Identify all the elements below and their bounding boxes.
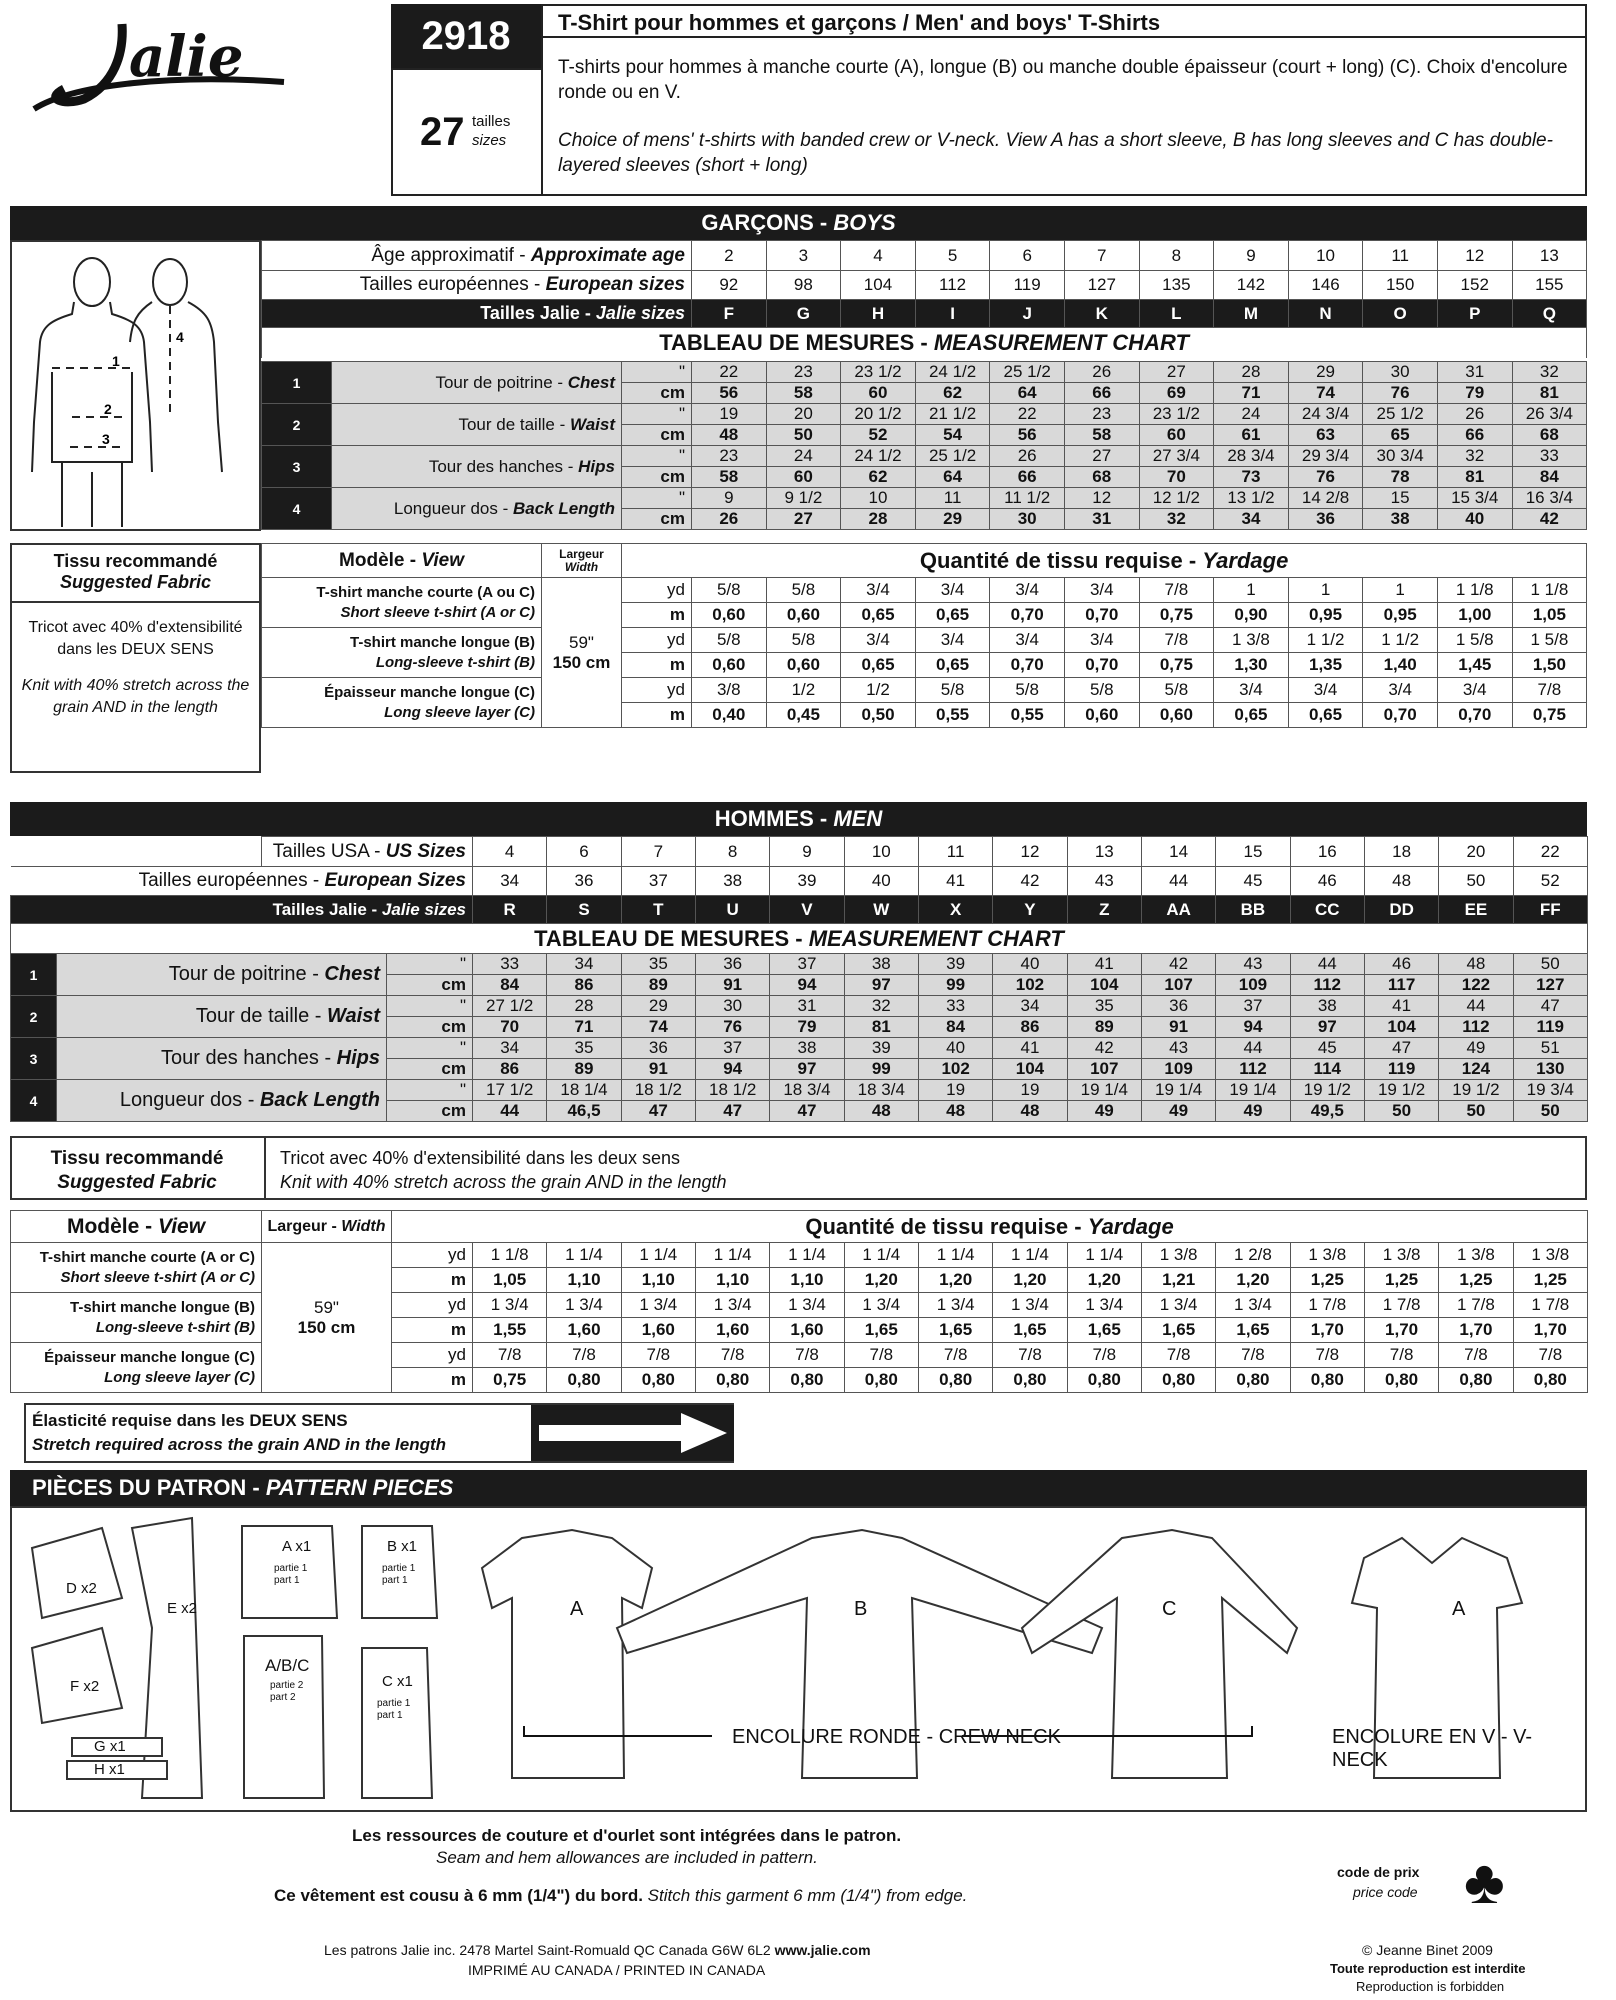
yardage-row: m 0,60 0,60 0,65 0,65 0,70 0,70 0,75 0,90 0,95 0,95 1,00 1,05 [262,603,1587,628]
boys-section-bar: GARÇONS - BOYS [10,206,1587,240]
piece-b-label: B x1 [387,1538,418,1555]
yardage-row: Épaisseur manche longue (C) Long sleeve layer (C) yd 3/8 1/2 1/2 5/8 5/8 5/8 5/8 3/4 3/4 3/4 3/4 7/8 [262,678,1587,703]
piece-abc-sublabel: partie 2 part 2 [270,1680,304,1703]
view-a-label: A [570,1598,584,1620]
measurement-row: cm 86 89 91 94 97 99 102 104 107 109 112 114 119 124 130 [11,1059,1588,1080]
piece-d-shape [32,1528,122,1618]
measurement-row: 2 Tour de taille - Waist " 19 20 20 1/2 21 1/2 22 23 23 1/2 24 24 3/4 25 1/2 26 26 3/4 [262,404,1587,425]
measurement-row: 4 Longueur dos - Back Length " 9 9 1/2 10 11 11 1/2 12 12 1/2 13 1/2 14 2/8 15 15 3/4 16 3/4 [262,488,1587,509]
view-c-label: C [1162,1598,1177,1620]
piece-d-label: D x2 [66,1580,97,1597]
yardage-row: Épaisseur manche longue (C) Long sleeve layer (C) yd 7/8 7/8 7/8 7/8 7/8 7/8 7/8 7/8 7/8 7/8 7/8 7/8 7/8 7/8 7/8 [11,1343,1588,1368]
piece-c-shape [362,1648,432,1798]
seam-note-fr: Les ressources de couture et d'ourlet sont intégrées dans le patron. [352,1826,902,1845]
yardage-row: m 0,40 0,45 0,50 0,55 0,55 0,60 0,60 0,65 0,65 0,70 0,70 0,75 [262,703,1587,728]
sizes-label-en: sizes [472,132,507,149]
svg-text:2: 2 [104,401,112,417]
pattern-pieces-box [10,1506,1587,1812]
yardage-row: T-shirt manche courte (A ou C) Short sleeve t-shirt (A or C) 59" 150 cm yd 5/8 5/8 3/4 3/4 3/4 3/4 7/8 1 1 1 1 1/8 1 1/8 [262,578,1587,603]
measurement-row: cm 44 46,5 47 47 47 48 48 48 49 49 49 49,5 50 50 50 [11,1101,1588,1122]
v-neck-label: ENCOLURE EN V - V-NECK [1332,1726,1533,1771]
boys-yardage-table: Modèle - View Largeur Width Quantité de tissu requise - Yardage T-shirt manche courte (A ou C) Short sleeve t-shirt (A or C) 59" 150 cm yd 5/8 5/8 3/4 3/4 3/4 3/4 7/8 1 1 1 1 1/8 1 1/8 m 0,60 0,60 0,65 0,65 0,70 0,70 0,75 0,90 0,95 0,95 1,00 1,05 T-shirt manche longue (B) Long-sleeve t-shirt (B) yd 5/8 5/8 3/4 3/4 3/4 3/4 7/8 1 3/8 1 1/2 1 1/2 1 5/8 1 5/8 m 0,60 0,60 0,65 0,65 0,70 0,70 0,75 1,30 1,35 1,40 1,45 1,50 Épaisseur manche longue (C) Long sleeve layer (C) yd 3/8 1/2 1/2 5/8 5/8 5/8 5/8 3/4 3/4 3/4 3/4 7/8 m 0,40 0,45 0,50 0,55 0,55 0,60 0,60 0,65 0,65 0,70 0,70 0,75 [261,543,1587,728]
piece-g-label: G x1 [94,1738,126,1755]
price-code-en: price code [1353,1884,1418,1900]
copyright: © Jeanne Binet 2009 [1362,1942,1493,1958]
yardage-row: m 1,55 1,60 1,60 1,60 1,60 1,65 1,65 1,65 1,65 1,65 1,65 1,70 1,70 1,70 1,70 [11,1318,1588,1343]
description-fr: T-shirts pour hommes à manche courte (A), longue (B) ou manche double épaisseur (court + long) (C). Choix d'encolure ronde ou en V. [558,57,1568,103]
printed-in-canada: IMPRIMÉ AU CANADA / PRINTED IN CANADA [468,1962,766,1978]
measurement-row: cm 26 27 28 29 30 31 32 34 36 38 40 42 [262,509,1587,530]
jalie-logo [14,14,294,114]
sizes-label-fr: tailles [472,113,511,130]
measurement-row: cm 84 86 89 91 94 97 99 102 104 107 109 112 117 122 127 [11,975,1588,996]
measurement-row: cm 48 50 52 54 56 58 60 61 63 65 66 68 [262,425,1587,446]
pattern-pieces-bar: PIÈCES DU PATRON - PATTERN PIECES [10,1470,1587,1506]
measurement-row: cm 70 71 74 76 79 81 84 86 89 91 94 97 104 112 119 [11,1017,1588,1038]
measurement-row: 3 Tour des hanches - Hips " 23 24 24 1/2 25 1/2 26 27 27 3/4 28 3/4 29 3/4 30 3/4 32 33 [262,446,1587,467]
club-icon: ♣ [1464,1848,1505,1917]
measurement-row: cm 56 58 60 62 64 66 69 71 74 76 79 81 [262,383,1587,404]
reproduction-fr: Toute reproduction est interdite [1330,1961,1526,1976]
measurement-row: cm 58 60 62 64 66 68 70 73 76 78 81 84 [262,467,1587,488]
boys-size-table: Âge approximatif - Approximate age 2 3 4 5 6 7 8 9 10 11 12 13 Tailles européennes - European sizes 92 98 104 112 119 127 135 142 146 150 152 155 Tailles Jalie - Jalie sizes F G H I J K L M N O P Q TABLEAU DE MESURES - MEASUREMENT CHART [261,240,1587,358]
view-c-shirt [1022,1530,1297,1778]
measurement-row: 2 Tour de taille - Waist " 27 1/2 28 29 30 31 32 33 34 35 36 37 38 41 44 47 [11,996,1588,1017]
view-a-vneck-label: A [1452,1598,1466,1620]
piece-e-label: E x2 [167,1600,198,1617]
crew-neck-label: ENCOLURE RONDE - CREW NECK [732,1726,1061,1748]
svg-text:1: 1 [112,353,120,369]
svg-text:4: 4 [176,329,184,345]
piece-b-sublabel: partie 1 part 1 [382,1563,416,1586]
svg-text:alie: alie [129,24,244,90]
yardage-row: T-shirt manche longue (B) Long-sleeve t-shirt (B) yd 1 3/4 1 3/4 1 3/4 1 3/4 1 3/4 1 3/4 1 3/4 1 3/4 1 3/4 1 3/4 1 3/4 1 7/8 1 7/8 1 7/8 1 7/8 [11,1293,1588,1318]
piece-c-label: C x1 [382,1673,413,1690]
boys-figure [10,240,261,531]
yardage-row: T-shirt manche courte (A or C) Short sleeve t-shirt (A or C) 59" 150 cm yd 1 1/8 1 1/4 1 1/4 1 1/4 1 1/4 1 1/4 1 1/4 1 1/4 1 1/4 1 3/8 1 2/8 1 3/8 1 3/8 1 3/8 1 3/8 [11,1243,1588,1268]
piece-a-sublabel: partie 1 part 1 [274,1563,308,1586]
price-code-fr: code de prix [1337,1864,1420,1880]
boys-measurement-table [261,361,1587,530]
reproduction-en: Reproduction is forbidden [1356,1979,1505,1994]
measurement-row: 3 Tour des hanches - Hips " 34 35 36 37 38 39 40 41 42 43 44 45 47 49 51 [11,1038,1588,1059]
men-measurement-table [10,953,1588,1122]
yardage-row: m 1,05 1,10 1,10 1,10 1,10 1,20 1,20 1,20 1,20 1,21 1,20 1,25 1,25 1,25 1,25 [11,1268,1588,1293]
men-size-table: Tailles USA - US Sizes 4 6 7 8 9 10 11 12 13 14 15 16 18 20 22 [261,836,1588,867]
piece-h-label: H x1 [94,1761,125,1778]
stretch-box: Élasticité requise dans les DEUX SENS Stretch required across the grain AND in the length [24,1403,734,1463]
svg-text:3: 3 [102,431,110,447]
stitch-note: Ce vêtement est cousu à 6 mm (1/4") du bord. Stitch this garment 6 mm (1/4") from edge. [274,1886,968,1905]
measurement-row: 1 Tour de poitrine - Chest " 33 34 35 36 37 38 39 40 41 42 43 44 46 48 50 [11,954,1588,975]
yardage-row: T-shirt manche longue (B) Long-sleeve t-shirt (B) yd 5/8 5/8 3/4 3/4 3/4 3/4 7/8 1 3/8 1 1/2 1 1/2 1 5/8 1 5/8 [262,628,1587,653]
stretch-arrow-icon [531,1405,734,1461]
measurement-row: 1 Tour de poitrine - Chest " 22 23 23 1/2 24 1/2 25 1/2 26 27 28 29 30 31 32 [262,362,1587,383]
yardage-row: m 0,75 0,80 0,80 0,80 0,80 0,80 0,80 0,80 0,80 0,80 0,80 0,80 0,80 0,80 0,80 [11,1368,1588,1393]
piece-f-shape [32,1628,122,1723]
piece-c-sublabel: partie 1 part 1 [377,1698,411,1721]
yardage-row: m 0,60 0,60 0,65 0,65 0,70 0,70 0,75 1,30 1,35 1,40 1,45 1,50 [262,653,1587,678]
publisher-address: Les patrons Jalie inc. 2478 Martel Saint-Romuald QC Canada G6W 6L2 www.jalie.com [324,1942,871,1958]
view-b-label: B [854,1598,868,1620]
description-en: Choice of mens' t-shirts with banded crew or V-neck. View A has a short sleeve, B has long sleeves and C has double-layered sleeves (short + long) [558,130,1553,176]
page-title: T-Shirt pour hommes et garçons / Men' and boys' T-Shirts [558,10,1161,35]
piece-a-label: A x1 [282,1538,312,1555]
pattern-number: 2918 [391,4,541,68]
piece-abc-label: A/B/C [265,1656,310,1675]
sizes-count: 27 [420,110,465,154]
measurement-row: 4 Longueur dos - Back Length " 17 1/2 18 1/4 18 1/2 18 1/2 18 3/4 18 3/4 19 19 19 1/4 19 1/4 19 1/4 19 1/2 19 1/2 19 1/2 19 3/4 [11,1080,1588,1101]
men-section-bar: HOMMES - MEN [10,802,1587,836]
piece-f-label: F x2 [70,1678,100,1695]
boys-fabric-box: Tissu recommandé Suggested Fabric Tricot avec 40% d'extensibilité dans les DEUX SENS Knit with 40% stretch across the grain AND in the length [10,543,261,773]
men-size-table-2: Tailles européennes - European Sizes 34 36 37 38 39 40 41 42 43 44 45 46 48 50 52 Tailles Jalie - Jalie sizes R S T U V W X Y Z AA BB CC DD EE FF TABLEAU DE MESURES - MEASUREMENT CHART [10,866,1588,954]
men-yardage-table: Modèle - View Largeur - Width Quantité de tissu requise - Yardage T-shirt manche courte (A or C) Short sleeve t-shirt (A or C) 59" 150 cm yd 1 1/8 1 1/4 1 1/4 1 1/4 1 1/4 1 1/4 1 1/4 1 1/4 1 1/4 1 3/8 1 2/8 1 3/8 1 3/8 1 3/8 1 3/8 m 1,05 1,10 1,10 1,10 1,10 1,20 1,20 1,20 1,20 1,21 1,20 1,25 1,25 1,25 1,25 T-shirt manche longue (B) Long-sleeve t-shirt (B) yd 1 3/4 1 3/4 1 3/4 1 3/4 1 3/4 1 3/4 1 3/4 1 3/4 1 3/4 1 3/4 1 3/4 1 7/8 1 7/8 1 7/8 1 7/8 m 1,55 1,60 1,60 1,60 1,60 1,65 1,65 1,65 1,65 1,65 1,65 1,70 1,70 1,70 1,70 Épaisseur manche longue (C) Long sleeve layer (C) yd 7/8 7/8 7/8 7/8 7/8 7/8 7/8 7/8 7/8 7/8 7/8 7/8 7/8 7/8 7/8 m 0,75 0,80 0,80 0,80 0,80 0,80 0,80 0,80 0,80 0,80 0,80 0,80 0,80 0,80 0,80 [10,1210,1588,1393]
seam-note-en: Seam and hem allowances are included in pattern. [436,1848,818,1867]
men-fabric-box: Tissu recommandé Suggested Fabric Tricot avec 40% d'extensibilité dans les deux sens Knit with 40% stretch across the grain AND in the length [10,1136,1587,1200]
